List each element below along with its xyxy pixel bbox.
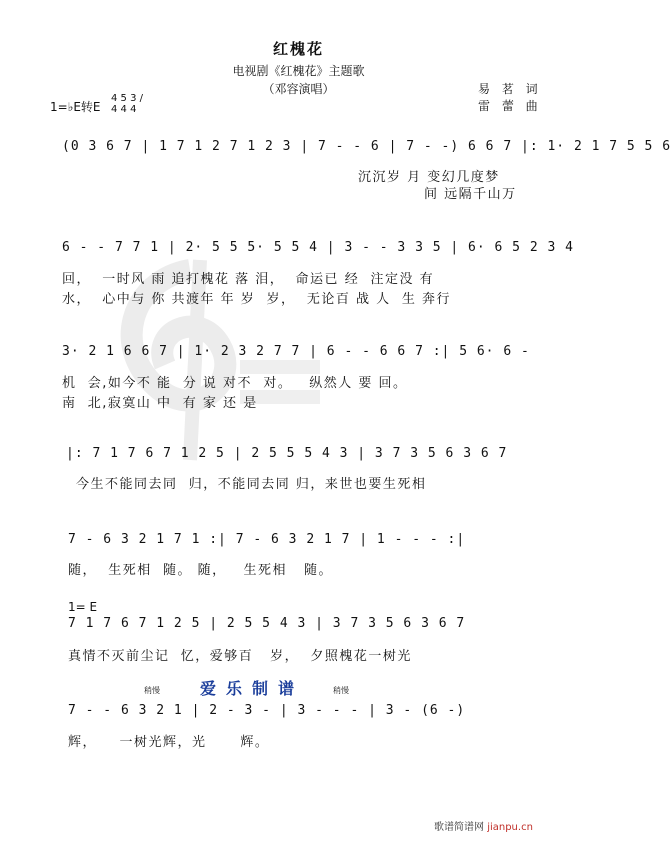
footer-watermark [434,818,533,833]
tempo-mark-left: 稍慢 [144,686,160,695]
lyric-row-7: 辉， 一树光辉，光 辉。 [68,735,270,750]
time-signatures: 4 5 3 / 4 4 4 [111,93,143,115]
lyric-row-1-verse-2: 间 远隔千山万 [424,187,517,202]
song-subtitle: 电视剧《红槐花》主题歌 [232,64,365,78]
notation-row-1: (0 3 6 7 | 1 7 1 2 7 1 2 3 | 7 - - 6 | 7 - -) 6 6 7 |: 1· 2 1 7 5 5 6 [62,139,671,154]
lyric-row-6: 真情不灭前尘记 忆，爱够百 岁， 夕照槐花一树光 [68,649,412,664]
notation-row-3: 3· 2 1 6 6 7 | 1· 2 3 2 7 7 | 6 - - 6 6 7 :| 5 6· 6 - [62,344,530,359]
key-change: 1= E [68,600,98,614]
notation-row-7: 7 - - 6 3 2 1 | 2 - 3 - | 3 - - - | 3 - (6 -) [68,703,466,718]
song-title: 红槐花 [272,40,324,58]
footer-site-name: 歌谱简谱网 [434,822,484,833]
key-signature: 1=♭E转E [50,100,101,114]
brand-watermark: 爱乐制谱 [200,679,305,698]
notation-row-2: 6 - - 7 7 1 | 2· 5 5 5· 5 5 4 | 3 - - 3 3 5 | 6· 6 5 2 3 4 [62,240,574,255]
lyric-row-1-verse-1: 沉沉岁 月 变幻几度梦 [358,170,500,185]
lyric-row-5: 随， 生死相 随。 随， 生死相 随。 [68,563,333,578]
notation-row-5: 7 - 6 3 2 1 7 1 :| 7 - 6 3 2 1 7 | 1 - - - :| [68,532,466,547]
notation-row-6: 7 1 7 6 7 1 2 5 | 2 5 5 4 3 | 3 7 3 5 6 3 6 7 [68,616,466,631]
lyric-row-2-verse-2: 水， 心中与 你 共渡年 年 岁 岁， 无论百 战 人 生 奔行 [62,292,451,307]
composer-credit: 雷 蕾 曲 [478,99,542,113]
lyric-row-4: 今生不能同去同 归，不能同去同 归，来世也要生死相 [76,477,427,492]
song-singer: （邓容演唱） [262,82,335,96]
lyric-row-3-verse-1: 机 会,如今不 能 分 说 对不 对。 纵然人 要 回。 [62,376,408,391]
notation-row-4: |: 7 1 7 6 7 1 2 5 | 2 5 5 5 4 3 | 3 7 3 5 6 3 6 7 [66,446,508,461]
tempo-mark-right: 稍慢 [333,686,349,695]
lyric-row-2-verse-1: 回， 一时风 雨 追打槐花 落 泪， 命运已 经 注定没 有 [62,272,435,287]
footer-site-url: jianpu.cn [487,822,533,833]
lyricist-credit: 易 茗 词 [478,82,542,96]
lyric-row-3-verse-2: 南 北,寂寞山 中 有 家 还 是 [62,396,258,411]
